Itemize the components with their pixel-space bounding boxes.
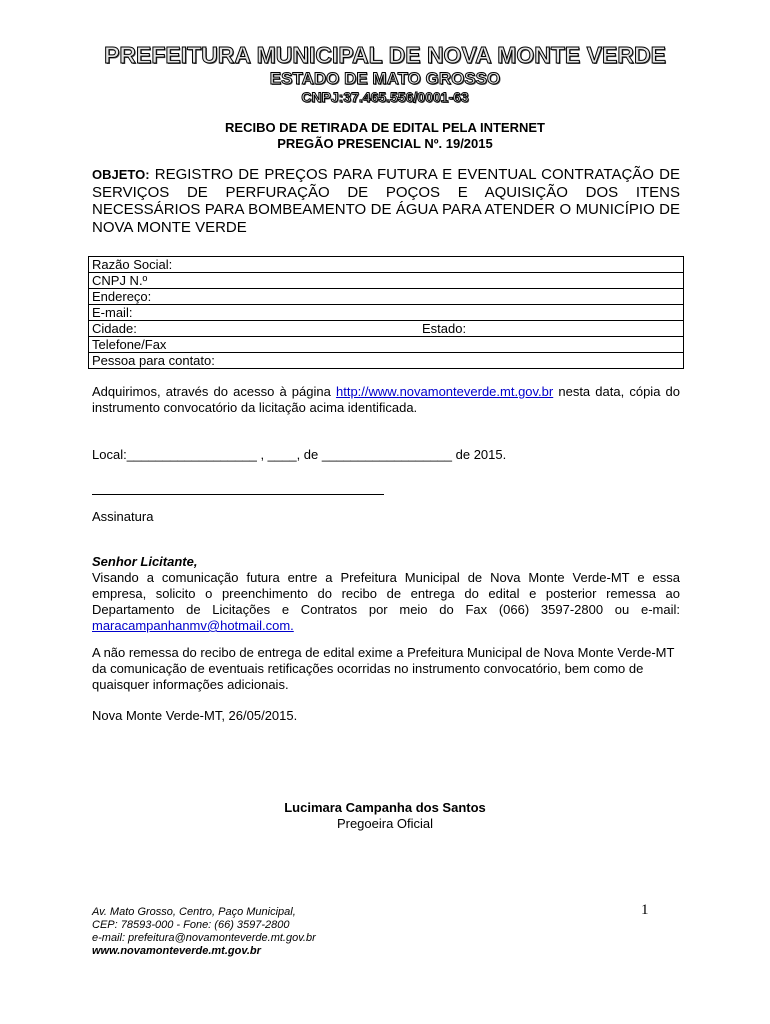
objeto-text: REGISTRO DE PREÇOS PARA FUTURA E EVENTUAL CONTRATAÇÃO DE SERVIÇOS DE PERFURAÇÃO DE POÇOS E AQUISIÇÃO DOS ITENS NECESSÁRIOS PARA BOMBEAMENTO DE ÁGUA PARA ATENDER O MUNICÍPIO DE NOVA MONTE VERDE (92, 166, 680, 236)
notice-paragraph-1 (92, 570, 680, 634)
objeto-label: OBJETO: (92, 167, 150, 182)
bidder-info-table (88, 256, 684, 369)
cidade-label: Cidade: (92, 321, 137, 336)
acquired-text-after: nesta data, cópia do instrumento convocatório da licitação acima identificada. (92, 384, 681, 415)
notice-paragraph-2: A não remessa do recibo de entrega de edital exime a Prefeitura Municipal de Nova Monte Verde-MT da comunicação de eventuais retificações ocorridas no instrumento convocatório, bem como de quaisquer informações adicionais. (92, 645, 675, 692)
signer-role: Pregoeira Oficial (336, 816, 434, 831)
endereco-field[interactable]: Endereço: (89, 289, 684, 305)
telefone-field[interactable]: Telefone/Fax (89, 337, 684, 353)
place-date: Nova Monte Verde-MT, 26/05/2015. (92, 708, 298, 723)
estado-label: Estado: (422, 321, 467, 336)
document-subtitle: PREGÃO PRESENCIAL Nº. 19/2015 (277, 136, 493, 151)
header-municipality: PREFEITURA MUNICIPAL DE NOVA MONTE VERDE (104, 42, 666, 68)
footer (92, 906, 316, 958)
footer-email: e-mail: prefeitura@novamonteverde.mt.gov.br (92, 932, 316, 944)
header-state: ESTADO DE MATO GROSSO (269, 69, 501, 88)
razao-social-field[interactable]: Razão Social: (89, 257, 684, 273)
signature-label: Assinatura (92, 509, 154, 524)
notice-paragraph-1-text: Visando a comunicação futura entre a Prefeitura Municipal de Nova Monte Verde-MT e essa empresa, solicito o preenchimento do recibo de entrega do edital e posterior remessa ao Departamento de Licitações e Contratos por meio do Fax (066) 3597-2800 ou e-mail: (92, 570, 680, 617)
email-field[interactable]: E-mail: (89, 305, 684, 321)
cidade-estado-row[interactable] (89, 321, 684, 337)
contato-field[interactable]: Pessoa para contato: (89, 353, 684, 369)
header-cnpj: CNPJ:37.465.556/0001-63 (301, 89, 469, 105)
signer-name: Lucimara Campanha dos Santos (284, 800, 486, 815)
objeto-paragraph (92, 166, 680, 236)
acquired-paragraph (92, 384, 680, 416)
cnpj-field[interactable]: CNPJ N.º (89, 273, 684, 289)
page-number: 1 (641, 902, 649, 918)
footer-address: Av. Mato Grosso, Centro, Paço Municipal, (92, 906, 296, 918)
local-date-line: Local:__________________ , ____, de __________________ de 2015. (92, 447, 507, 462)
signature-line (92, 494, 384, 495)
acquired-text-before: Adquirimos, através do acesso à página (92, 384, 336, 399)
document-title: RECIBO DE RETIRADA DE EDITAL PELA INTERNET (225, 120, 545, 135)
footer-cep-phone: CEP: 78593-000 - Fone: (66) 3597-2800 (92, 919, 290, 931)
website-link[interactable]: http://www.novamonteverde.mt.gov.br (335, 384, 554, 399)
footer-website: www.novamonteverde.mt.gov.br (92, 945, 261, 957)
contact-email-link[interactable]: maracampanhanmv@hotmail.com. (92, 618, 294, 633)
salutation: Senhor Licitante, (92, 554, 198, 569)
